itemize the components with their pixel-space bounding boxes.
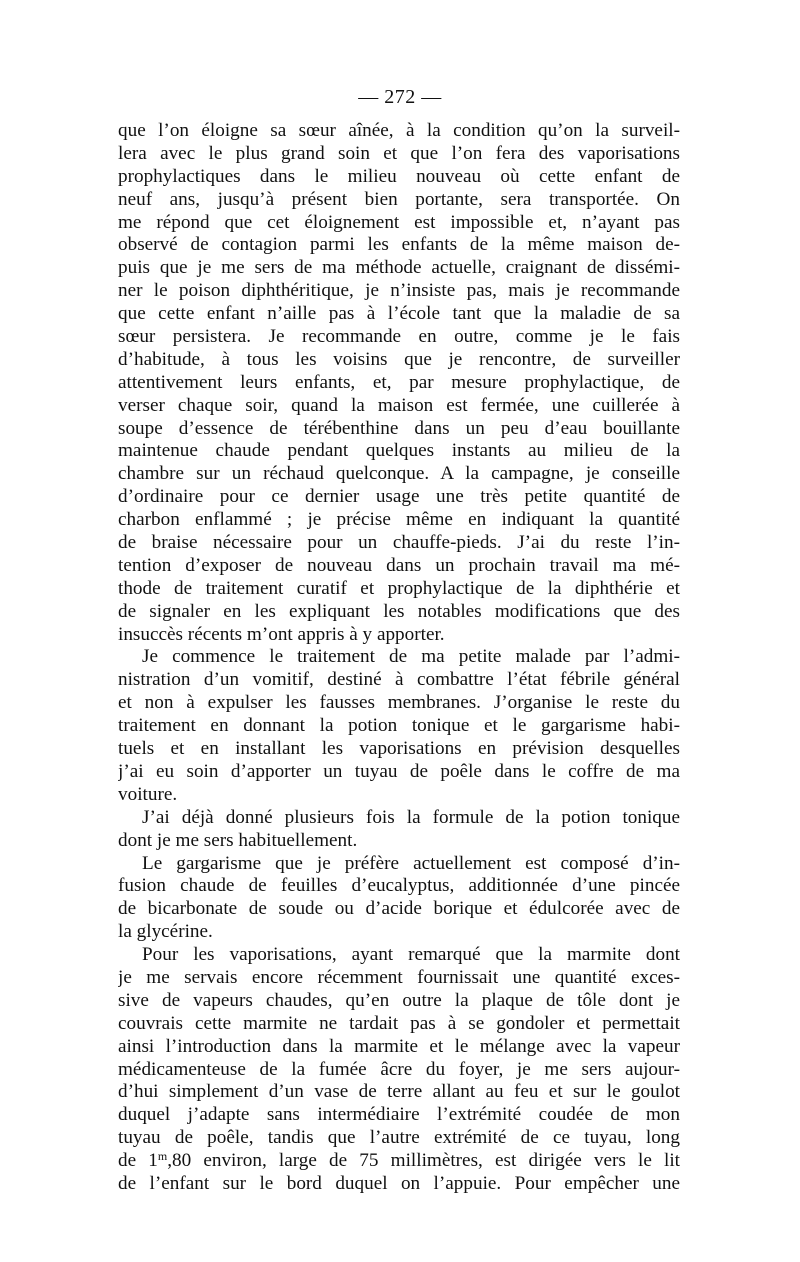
- text-line: de braise nécessaire pour un chauffe-pieds. J’ai du reste l’in-: [118, 532, 680, 554]
- text-line: nistration d’un vomitif, destiné à combattre l’état fébrile général: [118, 669, 680, 691]
- text-line: chambre sur un réchaud quelconque. A la campagne, je conseille: [118, 463, 680, 485]
- text-line: médicamenteuse de la fumée âcre du foyer, je me sers aujour-: [118, 1058, 680, 1080]
- text-line: couvrais cette marmite ne tardait pas à se gondoler et permettait: [118, 1012, 680, 1034]
- text-line: me répond que cet éloignement est impossible et, n’ayant pas: [118, 211, 680, 233]
- body-text: [118, 120, 680, 1196]
- text-line: traitement en donnant la potion tonique et le gargarisme habi-: [118, 715, 680, 737]
- text-line: je me servais encore récemment fournissait une quantité exces-: [118, 966, 680, 988]
- text-line: voiture.: [118, 783, 178, 805]
- text-line: d’ordinaire pour ce dernier usage une très petite quantité de: [118, 486, 680, 508]
- text-fragment: de 1: [118, 1150, 158, 1172]
- text-line: Je commence le traitement de ma petite malade par l’admi-: [142, 646, 680, 668]
- text-line: sive de vapeurs chaudes, qu’en outre la plaque de tôle dont je: [118, 989, 680, 1011]
- text-line: j’ai eu soin d’apporter un tuyau de poêle dans le coffre de ma: [118, 760, 680, 782]
- text-line-with-superscript: [118, 1150, 680, 1173]
- text-line: duquel j’adapte sans intermédiaire l’extrémité coudée de mon: [118, 1104, 680, 1126]
- text-line: de signaler en les expliquant les notables modifications que des: [118, 600, 680, 622]
- text-line: Le gargarisme que je préfère actuellement est composé d’in-: [142, 852, 680, 874]
- text-line: charbon enflammé ; je précise même en indiquant la quantité: [118, 509, 680, 531]
- text-line: verser chaque soir, quand la maison est fermée, une cuillerée à: [118, 394, 680, 416]
- text-line: insuccès récents m’ont appris à y apporter.: [118, 623, 445, 645]
- text-line: que l’on éloigne sa sœur aînée, à la condition qu’on la surveil-: [118, 120, 680, 141]
- text-line: que cette enfant n’aille pas à l’école tant que la maladie de sa: [118, 303, 680, 325]
- text-line: attentivement leurs enfants, et, par mesure prophylactique, de: [118, 371, 680, 393]
- text-line: la glycérine.: [118, 921, 213, 943]
- text-line: thode de traitement curatif et prophylactique de la diphthérie et: [118, 577, 680, 599]
- text-line: de bicarbonate de soude ou d’acide borique et édulcorée avec de: [118, 898, 680, 920]
- text-line: lera avec le plus grand soin et que l’on fera des vaporisations: [118, 142, 680, 164]
- text-line: maintenue chaude pendant quelques instants au milieu de la: [118, 440, 680, 462]
- text-line: puis que je me sers de ma méthode actuelle, craignant de dissémi-: [118, 257, 680, 279]
- superscript: m: [157, 1150, 168, 1164]
- text-line: tuels et en installant les vaporisations en prévision desquelles: [118, 738, 680, 760]
- text-line: J’ai déjà donné plusieurs fois la formule de la potion tonique: [142, 806, 680, 828]
- text-line: tention d’exposer de nouveau dans un prochain travail ma mé-: [118, 554, 680, 576]
- text-line: d’hui simplement d’un vase de terre allant au feu et sur le goulot: [118, 1081, 680, 1103]
- text-line: et non à expulser les fausses membranes. J’organise le reste du: [118, 692, 680, 714]
- text-line: Pour les vaporisations, ayant remarqué que la marmite dont: [142, 944, 680, 966]
- text-line: ainsi l’introduction dans la marmite et le mélange avec la vapeur: [118, 1035, 680, 1057]
- text-line: prophylactiques dans le milieu nouveau où cette enfant de: [118, 165, 680, 187]
- text-line: fusion chaude de feuilles d’eucalyptus, additionnée d’une pincée: [118, 875, 680, 897]
- text-line: soupe d’essence de térébenthine dans un peu d’eau bouillante: [118, 417, 680, 439]
- page-number: — 272 —: [358, 86, 442, 108]
- text-line: ner le poison diphthéritique, je n’insiste pas, mais je recommande: [118, 280, 680, 302]
- text-line: dont je me sers habituellement.: [118, 829, 358, 851]
- text-line: observé de contagion parmi les enfants de la même maison de-: [118, 234, 680, 256]
- text-line: neuf ans, jusqu’à présent bien portante, sera transportée. On: [118, 188, 680, 210]
- text-line: tuyau de poêle, tandis que l’autre extrémité de ce tuyau, long: [118, 1127, 680, 1149]
- text-fragment: ,80 environ, large de 75 millimètres, est dirigée vers le lit: [167, 1150, 680, 1172]
- text-line: sœur persistera. Je recommande en outre, comme je le fais: [118, 326, 680, 348]
- text-line: de l’enfant sur le bord duquel on l’appuie. Pour empêcher une: [118, 1172, 680, 1194]
- text-line: d’habitude, à tous les voisins que je rencontre, de surveiller: [118, 348, 680, 370]
